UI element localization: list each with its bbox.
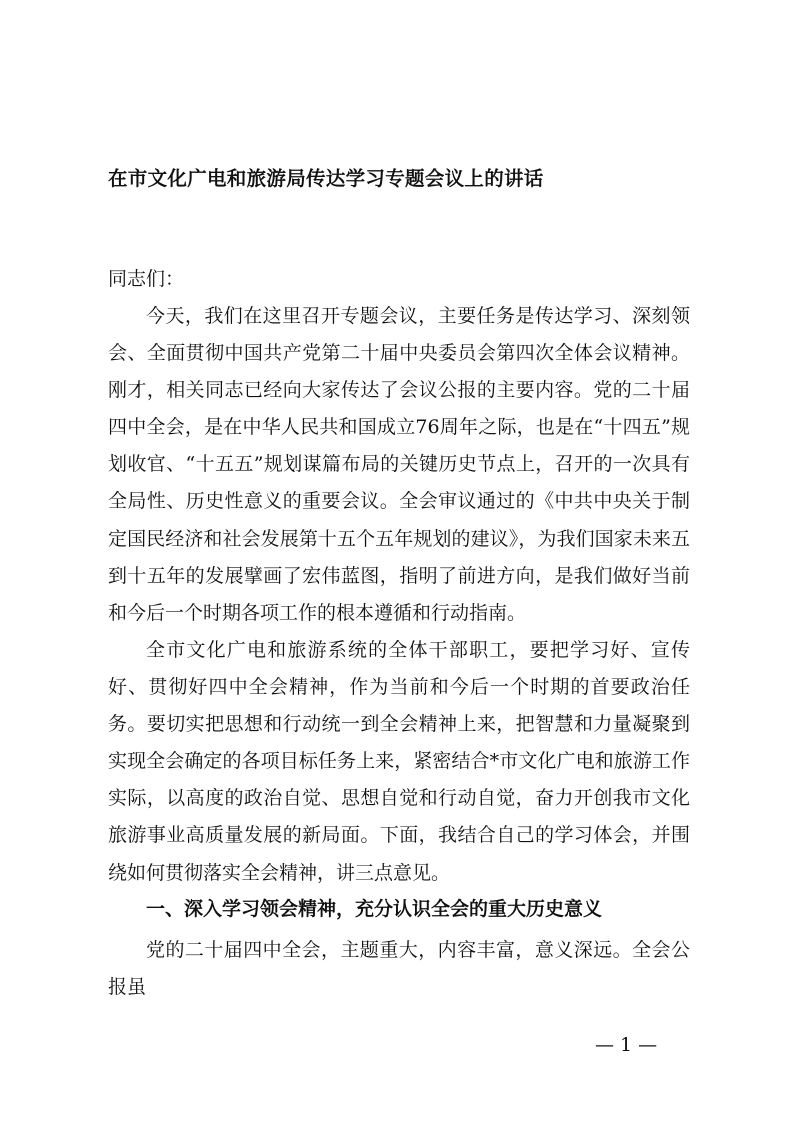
body-paragraph: 今天，我们在这里召开专题会议，主要任务是传达学习、深刻领会、全面贯彻中国共产党第二十届中央委员会第四次全体会议精神。刚才，相关同志已经向大家传达了会议公报的主要内容。党的二十届四中全会，是在中华人民共和国成立76周年之际，也是在“十四五”规划收官、“十五五”规划谋篇布局的关键历史节点上，召开的一次具有全局性、历史性意义的重要会议。全会审议通过的《中共中央关于制定国民经济和社会发展第十五个五年规划的建议》，为我们国家未来五到十五年的发展擘画了宏伟蓝图，指明了前进方向，是我们做好当前和今后一个时期各项工作的根本遵循和行动指南。 bbox=[108, 305, 690, 624]
section-heading: 一、深入学习领会精神，充分认识全会的重大历史意义 bbox=[146, 898, 603, 920]
body-paragraph: 全市文化广电和旅游系统的全体干部职工，要把学习好、宣传好、贯彻好四中全会精神，作为当前和今后一个时期的首要政治任务。要切实把思想和行动统一到全会精神上来，把智慧和力量凝聚到实现全会确定的各项目标任务上来，紧密结合*市文化广电和旅游工作实际，以高度的政治自觉、思想自觉和行动自觉，奋力开创我市文化旅游事业高质量发展的新局面。下面，我结合自己的学习体会，并围绕如何贯彻落实全会精神，讲三点意见。 bbox=[108, 639, 690, 884]
page-number: — 1 — bbox=[595, 1034, 658, 1056]
salutation: 同志们： bbox=[108, 268, 185, 290]
document-title: 在市文化广电和旅游局传达学习专题会议上的讲话 bbox=[108, 167, 544, 190]
body-paragraph: 党的二十届四中全会，主题重大，内容丰富，意义深远。全会公报虽 bbox=[108, 939, 690, 999]
